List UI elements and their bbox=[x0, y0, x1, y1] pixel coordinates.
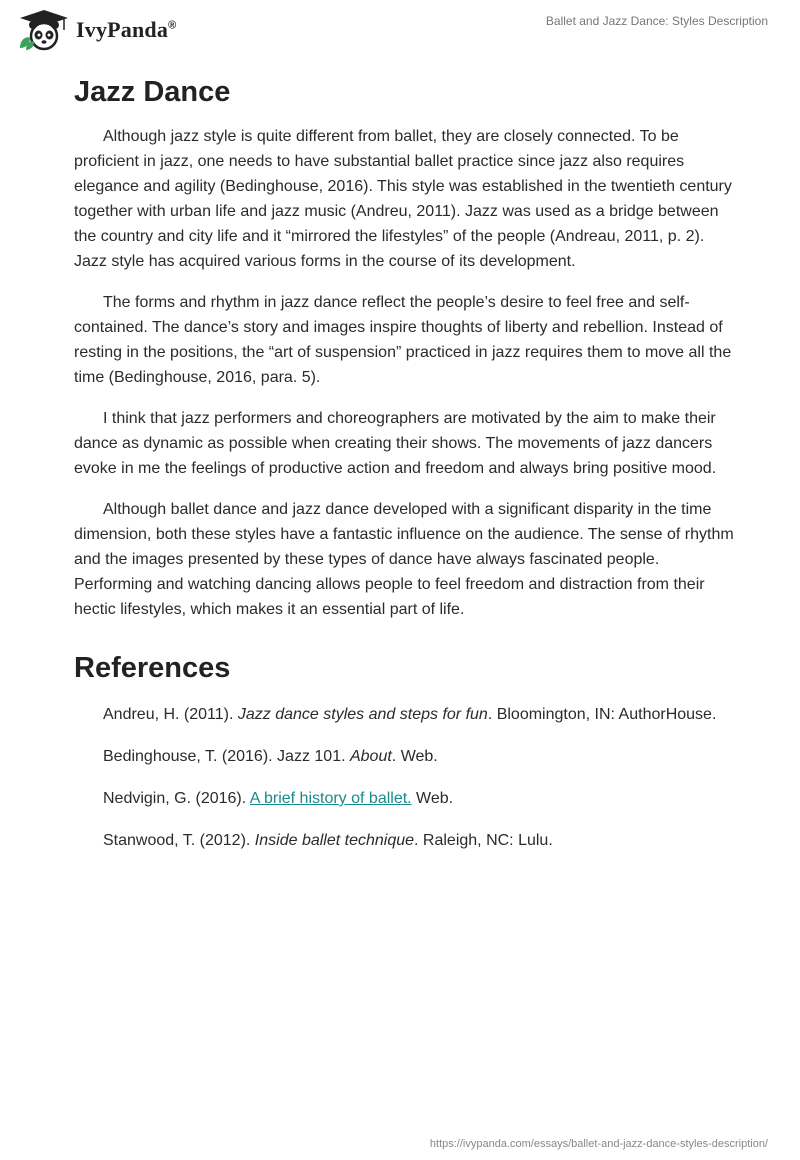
reference-entry bbox=[74, 786, 734, 811]
reference-text: Bedinghouse, T. (2016). Jazz 101. bbox=[103, 748, 350, 765]
paragraph: I think that jazz performers and choreographers are motivated by the aim to make their dance as dynamic as possible when creating their shows. The movements of jazz dancers evoke in me the feelings of productive action and freedom and always bring positive mood. bbox=[74, 410, 717, 477]
paragraph: Although ballet dance and jazz dance developed with a significant disparity in the time dimension, both these styles have a fantastic influence on the audience. The sense of rhythm and the images presented by these types of dance have always fascinated people. Performing and watching dancing allows people to feel freedom and distraction from their hectic lifestyles, which makes it an essential part of life. bbox=[74, 501, 734, 618]
registered-mark: ® bbox=[168, 19, 177, 32]
section-heading-jazz-dance: Jazz Dance bbox=[74, 76, 231, 108]
reference-entry bbox=[74, 744, 734, 769]
reference-text: Andreu, H. (2011). bbox=[103, 706, 238, 723]
reference-text: . Raleigh, NC: Lulu. bbox=[414, 832, 553, 849]
reference-title: Jazz dance styles and steps for fun bbox=[237, 706, 488, 723]
reference-title: About bbox=[349, 748, 392, 765]
ivypanda-logo[interactable] bbox=[16, 8, 176, 52]
page-header bbox=[0, 0, 800, 60]
reference-entry bbox=[74, 828, 734, 853]
reference-text: Web. bbox=[411, 790, 454, 807]
paragraph: The forms and rhythm in jazz dance reflect the people’s desire to feel free and self-contained. The dance’s story and images inspire thoughts of liberty and rebellion. Instead of resting in the positions, the “art of suspension” practiced in jazz requires them to move all the time (Bedinghouse, 2016, para. 5). bbox=[74, 294, 732, 386]
footer-url[interactable]: https://ivypanda.com/essays/ballet-and-jazz-dance-styles-description/ bbox=[429, 1138, 768, 1150]
reference-title: Inside ballet technique bbox=[254, 832, 415, 849]
essay-content bbox=[74, 70, 734, 870]
logo-name: IvyPanda bbox=[76, 17, 169, 42]
logo-wordmark bbox=[76, 17, 176, 43]
reference-link[interactable]: A brief history of ballet. bbox=[249, 790, 412, 807]
section-heading-references: References bbox=[74, 652, 231, 684]
reference-text: Nedvigin, G. (2016). bbox=[103, 790, 250, 807]
reference-text: Stanwood, T. (2012). bbox=[103, 832, 255, 849]
reference-entry bbox=[74, 702, 734, 727]
paragraph: Although jazz style is quite different from ballet, they are closely connected. To be proficient in jazz, one needs to have substantial ballet practice since jazz also requires elegance and agility (Bedinghouse, 2016). This style was established in the twentieth century together with urban life and jazz music (Andreu, 2011). Jazz was used as a bridge between the country and city life and it “mirrored the lifestyles” of the people (Andreau, 2011, p. 2). Jazz style has acquired various forms in the course of its development. bbox=[74, 128, 732, 270]
panda-logo-icon bbox=[16, 8, 72, 52]
reference-text: . Bloomington, IN: AuthorHouse. bbox=[487, 706, 717, 723]
reference-text: . Web. bbox=[391, 748, 438, 765]
document-title: Ballet and Jazz Dance: Styles Description bbox=[545, 14, 768, 28]
